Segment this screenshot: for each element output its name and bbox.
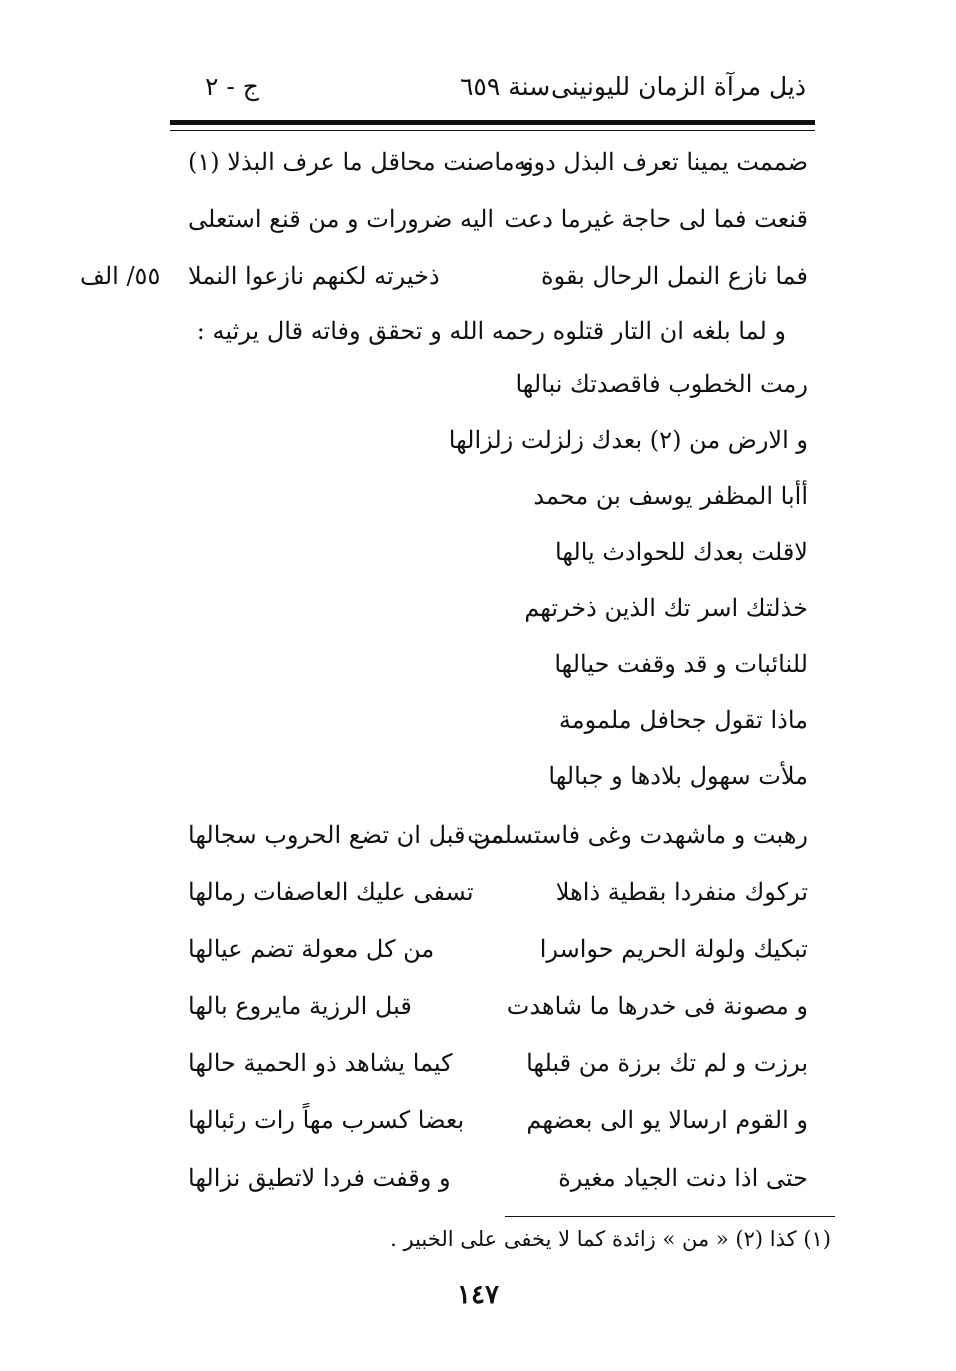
running-title: ذيل مرآة الزمان لليونينى: [550, 72, 806, 101]
verse-hemistich-right: فما نازع النمل الرحال بقوة: [541, 262, 808, 290]
volume-label: ج - ٢: [205, 72, 259, 101]
verse-text: ملأت سهول بلادها و جبالها: [548, 762, 808, 790]
manuscript-folio-note: ٥٥/ الف: [80, 262, 161, 290]
verse-hemistich-right: تركوك منفردا بقطية ذاهلا: [555, 878, 808, 906]
verse-text: للنائبات و قد وقفت حيالها: [554, 650, 808, 678]
verse-text: و الارض من (٢) بعدك زلزلت زلزالها: [448, 426, 808, 454]
verse-hemistich-left: و وقفت فردا لاتطيق نزالها: [188, 1164, 451, 1192]
verse-text: رمت الخطوب فاقصدتك نبالها: [515, 370, 808, 398]
prose-line: [166, 311, 786, 351]
verse-hemistich-left: بعضا كسرب مهاً رات رئبالها: [188, 1106, 465, 1134]
verse-text: لاقلت بعدك للحوادث يالها: [555, 538, 808, 566]
verse-hemistich-left: تسفى عليك العاصفات رمالها: [188, 878, 474, 906]
verse-text: ماذا تقول جحافل ملمومة: [558, 706, 808, 734]
header-year: سنة ٦٥٩: [460, 72, 551, 101]
prose-text: و لما بلغه ان التار قتلوه رحمه الله و تحقق وفاته قال يرثيه :: [196, 317, 786, 345]
verse-line: [188, 142, 808, 182]
verse-line: [188, 986, 808, 1026]
verse-hemistich-left: اليه ضرورات و من قنع استعلى: [188, 205, 495, 233]
verse-line: [188, 199, 808, 239]
verse-line: [188, 1158, 808, 1198]
verse-line: [188, 1100, 808, 1140]
verse-line: [188, 756, 808, 796]
header-rule-thin: [170, 130, 815, 131]
header-rule-thick: [170, 120, 815, 125]
verse-hemistich-right: قنعت فما لى حاجة غيرما دعت: [504, 205, 808, 233]
footnote-rule: [505, 1216, 835, 1217]
verse-hemistich-right: حتى اذا دنت الجياد مغيرة: [558, 1164, 808, 1192]
verse-hemistich-right: رهبت و ماشهدت وغى فاستسلمت: [467, 821, 808, 849]
verse-line: [188, 420, 808, 460]
verse-line: [188, 588, 808, 628]
verse-hemistich-left: قبل الرزية مايروع بالها: [188, 992, 412, 1020]
page-number: ١٤٧: [457, 1280, 499, 1310]
verse-hemistich-right: تبكيك ولولة الحريم حواسرا: [539, 935, 808, 963]
verse-hemistich-left: و ماصنت محاقل ما عرف البذلا (١): [188, 148, 534, 176]
verse-line: [188, 700, 808, 740]
verse-line: [188, 644, 808, 684]
footnote: (١) كذا (٢) « من » زائدة كما لا يخفى على الخبير .: [390, 1227, 831, 1251]
verse-hemistich-left: من قبل ان تضع الحروب سجالها: [188, 821, 505, 849]
verse-hemistich-left: كيما يشاهد ذو الحمية حالها: [188, 1049, 453, 1077]
verse-hemistich-right: و القوم ارسالا يو الى بعضهم: [526, 1106, 808, 1134]
verse-line: [188, 364, 808, 404]
verse-line: [188, 815, 808, 855]
verse-hemistich-right: و مصونة فى خدرها ما شاهدت: [506, 992, 808, 1020]
verse-text: أأبا المظفر يوسف بن محمد: [533, 482, 808, 510]
verse-line: [188, 1043, 808, 1083]
verse-hemistich-right: ضممت يمينا تعرف البذل دونه: [513, 148, 808, 176]
verse-line: [188, 872, 808, 912]
verse-line: [188, 929, 808, 969]
verse-line: [188, 476, 808, 516]
verse-hemistich-right: برزت و لم تك برزة من قبلها: [526, 1049, 808, 1077]
verse-line: [188, 256, 808, 296]
verse-text: خذلتك اسر تك الذين ذخرتهم: [524, 594, 808, 622]
verse-line: [188, 532, 808, 572]
verse-hemistich-left: من كل معولة تضم عيالها: [188, 935, 435, 963]
verse-hemistich-left: ذخيرته لكنهم نازعوا النملا: [188, 262, 440, 290]
